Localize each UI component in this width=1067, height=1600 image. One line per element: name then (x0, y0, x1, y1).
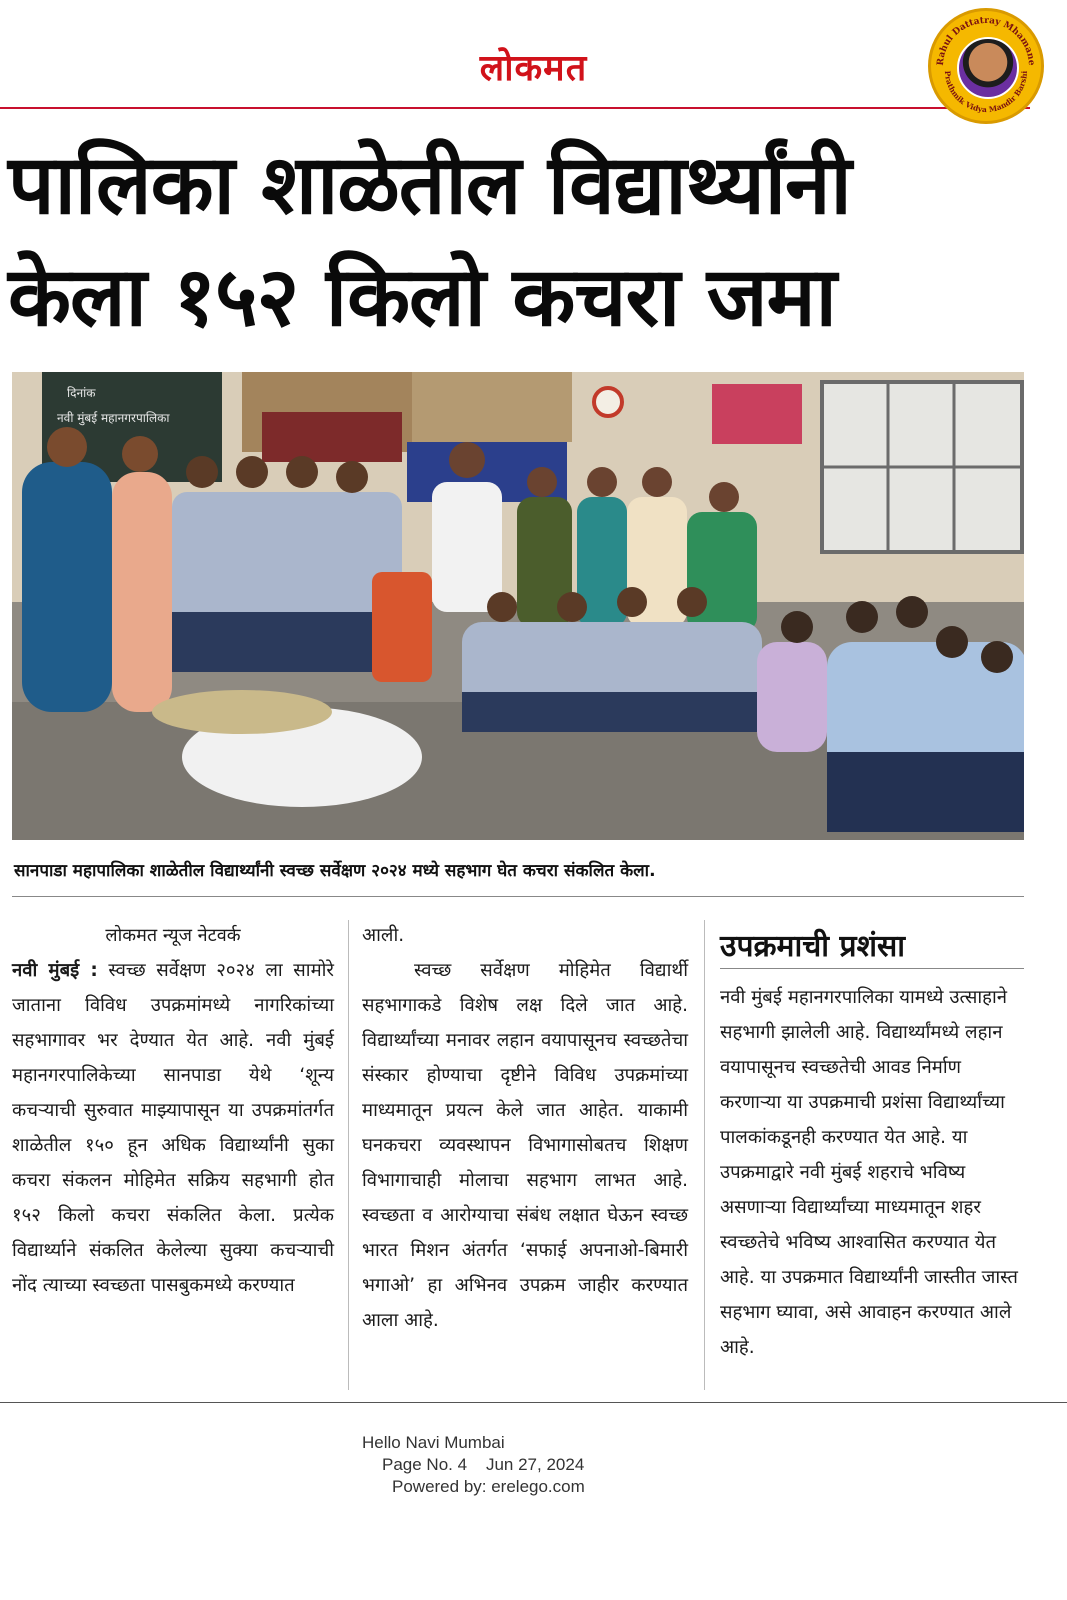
column-separator (348, 920, 349, 1390)
masthead-rule (0, 107, 1030, 109)
column-separator (704, 920, 705, 1390)
continued-text: आली. (362, 925, 405, 946)
masthead-logo: लोकमत (479, 48, 588, 89)
page-bottom-rule (0, 1402, 1067, 1403)
heading-rule (720, 968, 1024, 969)
badge-name-text: Rahul Dattatray Mhamane (935, 15, 1037, 67)
photo-caption: सानपाडा महापालिका शाळेतील विद्यार्थ्यांनी स्वच्छ सर्वेक्षण २०२४ मध्ये सहभाग घेत कचरा संकलित केला. (14, 861, 656, 881)
edition-name: Hello Navi Mumbai (362, 1433, 505, 1452)
headline-line-2: केला १५२ किलो कचरा जमा (8, 250, 836, 345)
page-number: Page No. 4 (382, 1455, 468, 1474)
article-paragraph-2: स्वच्छ सर्वेक्षण मोहिमेत विद्यार्थी सहभागाकडे विशेष लक्ष दिले जात आहे. विद्यार्थ्यांच्या मनावर लहान वयापासूनच स्वच्छतेचा संस्कार होण्याचा दृष्टीने विविध उपक्रमांच्या माध्यमातून प्रयत्न केले जात आहेत. याकामी घनकचरा व्यवस्थापन विभागासोबतच शिक्षण विभागाचाही मोलाचा सहभाग लाभत आहे. स्वच्छता व आरोग्याचा संबंध लक्षात घेऊन स्वच्छ भारत मिशन अंतर्गत ‘सफाई अपनाओ-बिमारी भगाओ’ हा अभिनव उपक्रम जाहीर करण्यात आला आहे. (362, 960, 688, 1331)
article-column-3 (720, 980, 1020, 1365)
section-heading: उपक्रमाची प्रशंसा (720, 929, 906, 964)
caption-rule (12, 896, 1024, 897)
news-photo (12, 372, 1024, 840)
dateline: नवी मुंबई : (12, 960, 98, 981)
powered-by: Powered by: erelego.com (392, 1477, 585, 1496)
edition-footer (362, 1432, 642, 1498)
badge-school-text: Prathmik Vidya Mandir Barshi (942, 70, 1030, 115)
badge-portrait (957, 37, 1019, 99)
board-text-2: नवी मुंबई महानगरपालिका (57, 411, 170, 425)
article-column-2 (362, 918, 688, 1338)
board-text-1: दिनांक (67, 386, 96, 400)
headline-line-1: पालिका शाळेतील विद्यार्थ्यांनी (8, 138, 851, 233)
lead-text: स्वच्छ सर्वेक्षण २०२४ ला सामोरे जाताना विविध उपक्रमांमध्ये नागरिकांच्या सहभागावर भर देण्यात येत आहे. नवी मुंबई महानगरपालिकेच्या सानपाडा येथे ‘शून्य कचऱ्याची सुरुवात माझ्यापासून या उपक्रमांतर्गत शाळेतील १५० हून अधिक विद्यार्थ्यांनी सुका कचरा संकलन मोहिमेत सक्रिय सहभागी होत १५२ किलो कचरा संकलित केला. प्रत्येक विद्यार्थ्याने संकलित केलेल्या सुक्या कचऱ्याची नोंद त्याच्या स्वच्छता पासबुकमध्ये करण्यात (12, 960, 334, 1296)
article-paragraph-3: नवी मुंबई महानगरपालिका यामध्ये उत्साहाने सहभागी झालेली आहे. विद्यार्थ्यांमध्ये लहान वयापासूनच स्वच्छतेची आवड निर्माण करणाऱ्या या उपक्रमाची प्रशंसा विद्यार्थ्यांच्या पालकांकडूनही करण्यात येत आहे. या उपक्रमाद्वारे नवी मुंबई शहराचे भविष्य असणाऱ्या विद्यार्थ्यांच्या माध्यमातून शहर स्वच्छतेचे भविष्य आश्वासित करण्यात येत आहे. या उपक्रमात विद्यार्थ्यांनी जास्तीत जास्त सहभाग घ्यावा, असे आवाहन करण्यात आले आहे. (720, 987, 1018, 1358)
publication-date: Jun 27, 2024 (485, 1455, 585, 1474)
profile-badge (928, 8, 1044, 124)
byline: लोकमत न्यूज नेटवर्क (105, 925, 241, 946)
article-lead-paragraph (12, 953, 334, 1303)
article-column-1 (12, 918, 334, 1303)
